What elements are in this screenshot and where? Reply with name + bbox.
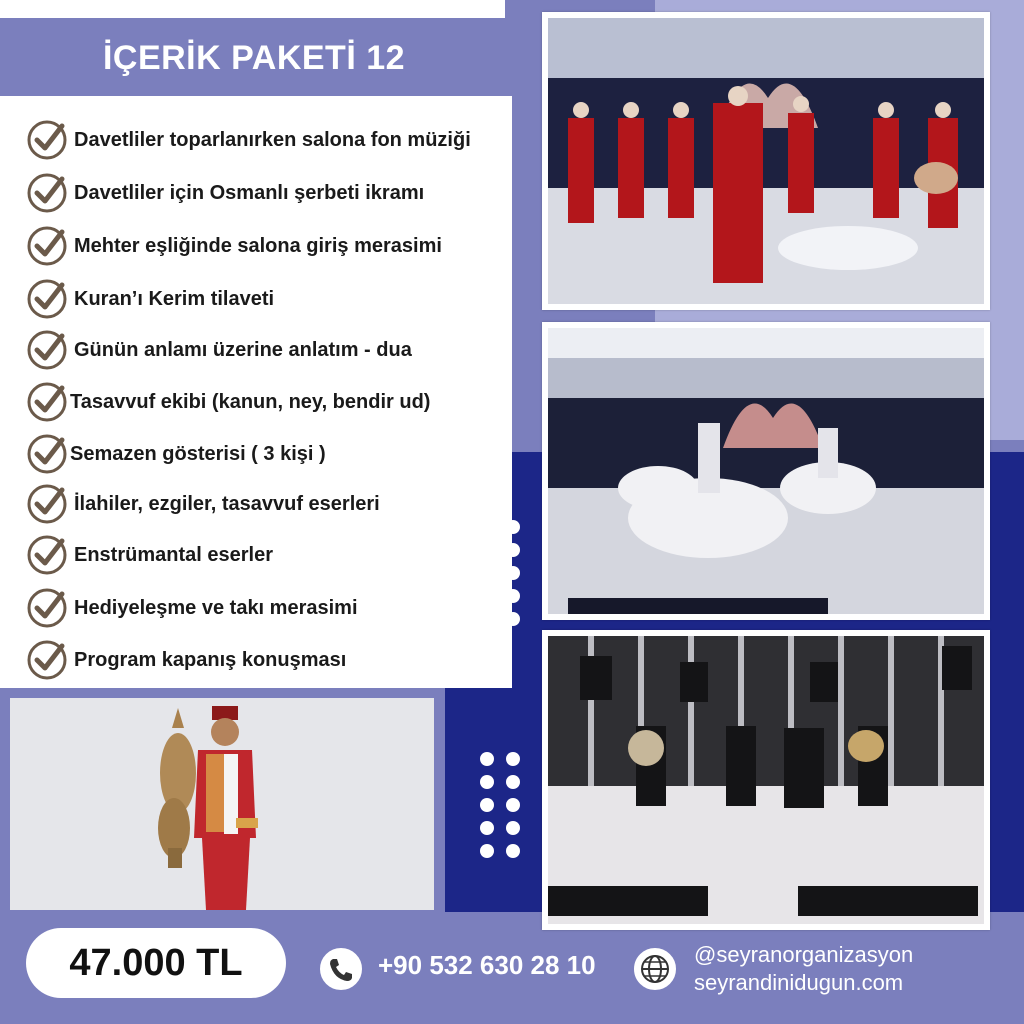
photo-mehter-band [542,12,990,310]
list-item [26,533,273,577]
top-left-strip [0,0,505,18]
phone-icon [318,946,364,992]
checklist-panel [0,96,512,688]
list-item-label: Günün anlamı üzerine anlatım - dua [74,338,412,361]
decorative-dots [480,520,522,626]
list-item-label: Davetliler için Osmanlı şerbeti ikramı [74,181,425,204]
list-item-label: Program kapanış konuşması [74,648,347,671]
list-item [26,432,326,476]
globe-icon [632,946,678,992]
check-circle-icon [26,587,68,629]
list-item [26,328,412,372]
list-item [26,118,471,162]
check-circle-icon [26,329,68,371]
list-item-label: İlahiler, ezgiler, tasavvuf eserleri [74,492,380,515]
title-banner [0,22,508,94]
list-item [26,586,358,630]
list-item [26,277,274,321]
price-text: 47.000 TL [69,941,243,984]
list-item-label: Hediyeleşme ve takı merasimi [74,596,358,619]
check-circle-icon [26,639,68,681]
photo-tasavvuf-ensemble [542,630,990,930]
decorative-dots [480,752,522,858]
list-item [26,380,430,424]
price-badge [26,928,286,998]
check-circle-icon [26,225,68,267]
serbetci-image [10,698,434,910]
page-title: İÇERİK PAKETİ 12 [102,38,406,77]
list-item-label: Kuran’ı Kerim tilaveti [74,287,275,310]
check-circle-icon [26,381,68,423]
check-circle-icon [26,172,68,214]
list-item-label: Semazen gösterisi ( 3 kişi ) [70,442,326,465]
list-item-label: Enstrümantal eserler [74,543,273,566]
phone-number[interactable]: +90 532 630 28 10 [378,950,596,980]
check-circle-icon [26,278,68,320]
check-circle-icon [26,119,68,161]
list-item-label: Tasavvuf ekibi (kanun, ney, bendir ud) [70,390,431,413]
list-item [26,224,442,268]
social-handle[interactable]: @seyranorganizasyon [694,942,914,967]
check-circle-icon [26,483,68,525]
website-link[interactable]: seyrandinidugun.com [694,970,904,995]
check-circle-icon [26,433,68,475]
list-item [26,482,380,526]
check-circle-icon [26,534,68,576]
list-item-label: Davetliler toparlanırken salona fon müziği [74,128,471,151]
list-item-label: Mehter eşliğinde salona giriş merasimi [74,234,442,257]
list-item [26,171,424,215]
list-item [26,638,346,682]
photo-semazen [542,322,990,620]
